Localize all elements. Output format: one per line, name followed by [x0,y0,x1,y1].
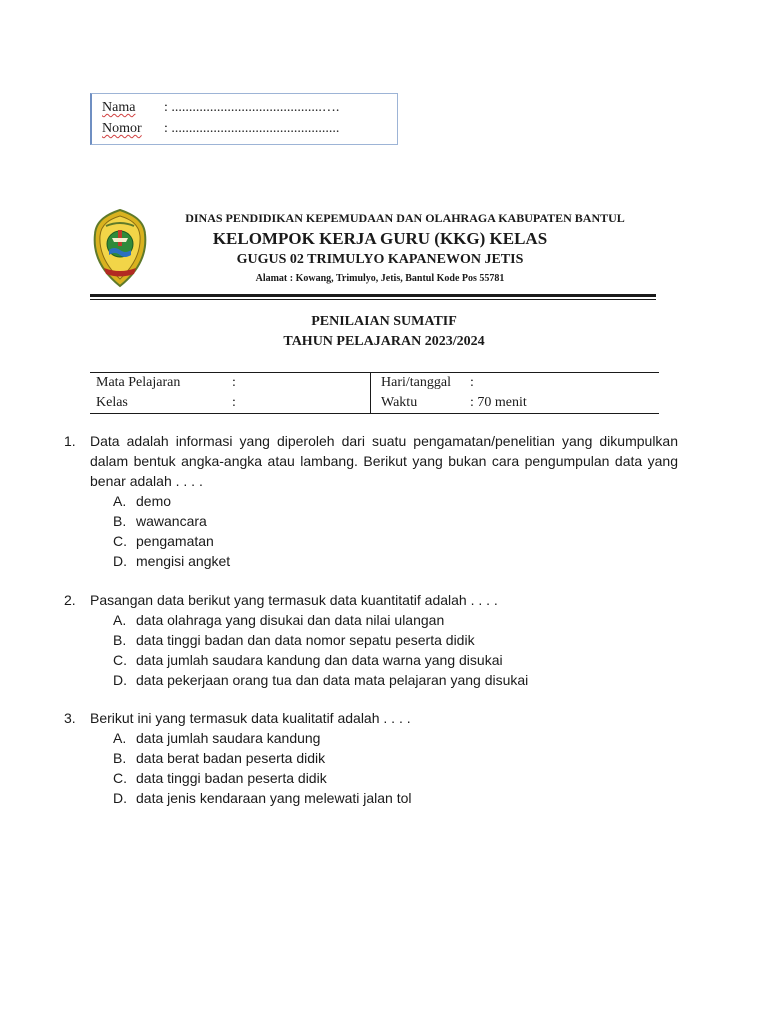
option-text: mengisi angket [136,553,231,569]
letterhead-rule-thick [90,294,656,297]
option-list [64,610,678,690]
question-number: 3. [64,710,76,726]
option-b [64,748,678,768]
number-row [102,120,339,138]
option-text: data jenis kendaraan yang melewati jalan tol [136,790,412,806]
option-letter: D. [113,553,127,569]
option-text: data jumlah saudara kandung [136,730,321,746]
option-text: data olahraga yang disukai dan data nilai ulangan [136,612,445,628]
identity-box [90,93,398,145]
option-a [64,610,678,630]
class-label: Kelas [96,395,128,410]
class-value: : [232,395,236,410]
option-text: data tinggi badan peserta didik [136,770,327,786]
option-text: data berat badan peserta didik [136,750,326,766]
question-text: Pasangan data berikut yang termasuk data kuantitatif adalah . . . . [90,592,498,608]
option-list [64,491,678,571]
option-letter: B. [113,632,127,648]
exam-title: PENILAIAN SUMATIF [311,314,457,329]
letterhead-rule-thin [90,299,656,300]
option-letter: B. [113,513,127,529]
question-text: Berikut ini yang termasuk data kualitatif adalah . . . . [90,710,411,726]
option-d [64,788,678,808]
option-letter: A. [113,493,127,509]
day-value: : [470,375,474,390]
option-text: data tinggi badan dan data nomor sepatu peserta didik [136,632,475,648]
number-value: : ................................................ [164,121,340,136]
info-table-divider [370,373,371,413]
time-value: : 70 menit [470,395,527,410]
day-label: Hari/tanggal [381,375,451,390]
option-text: data pekerjaan orang tua dan data mata pelajaran yang disukai [136,672,529,688]
option-letter: D. [113,672,127,688]
bantul-emblem-logo [92,208,148,288]
option-text: data jumlah saudara kandung dan data warna yang disukai [136,652,503,668]
question-1 [64,431,678,571]
question-text: Data adalah informasi yang diperoleh dari suatu pengamatan/penelitian yang dikumpulkan dalam bentuk angka-angka atau lambang. Berikut yang bukan cara pengumpulan data yang benar adalah . . . . [90,433,678,489]
option-letter: D. [113,790,127,806]
question-number: 1. [64,433,76,449]
option-a [64,491,678,511]
question-2 [64,590,678,690]
option-letter: C. [113,770,127,786]
option-b [64,511,678,531]
option-c [64,768,678,788]
number-label: Nomor [102,121,142,136]
time-label: Waktu [381,395,418,410]
name-label: Nama [102,100,136,115]
group-name: KELOMPOK KERJA GURU (KKG) KELAS [212,229,548,248]
option-text: demo [136,493,172,509]
option-letter: A. [113,612,127,628]
question-number: 2. [64,592,76,608]
option-d [64,670,678,690]
academic-year: TAHUN PELAJARAN 2023/2024 [283,334,485,349]
option-letter: A. [113,730,127,746]
option-text: wawancara [136,513,207,529]
option-list [64,728,678,808]
name-row [102,99,339,117]
exam-info-table [90,372,659,414]
option-b [64,630,678,650]
option-c [64,650,678,670]
question-3 [64,708,678,808]
option-text: pengamatan [136,533,214,549]
subject-value: : [232,375,236,390]
option-c [64,531,678,551]
agency-name: DINAS PENDIDIKAN KEPEMUDAAN DAN OLAHRAGA KABUPATEN BANTUL [185,211,625,225]
option-a [64,728,678,748]
option-letter: B. [113,750,127,766]
option-letter: C. [113,652,127,668]
option-letter: C. [113,533,127,549]
subject-label: Mata Pelajaran [96,375,181,390]
cluster-name: GUGUS 02 TRIMULYO KAPANEWON JETIS [236,252,524,267]
name-value: : ...........................................…. [164,100,340,115]
address: Alamat : Kowang, Trimulyo, Jetis, Bantul Kode Pos 55781 [255,273,505,284]
option-d [64,551,678,571]
